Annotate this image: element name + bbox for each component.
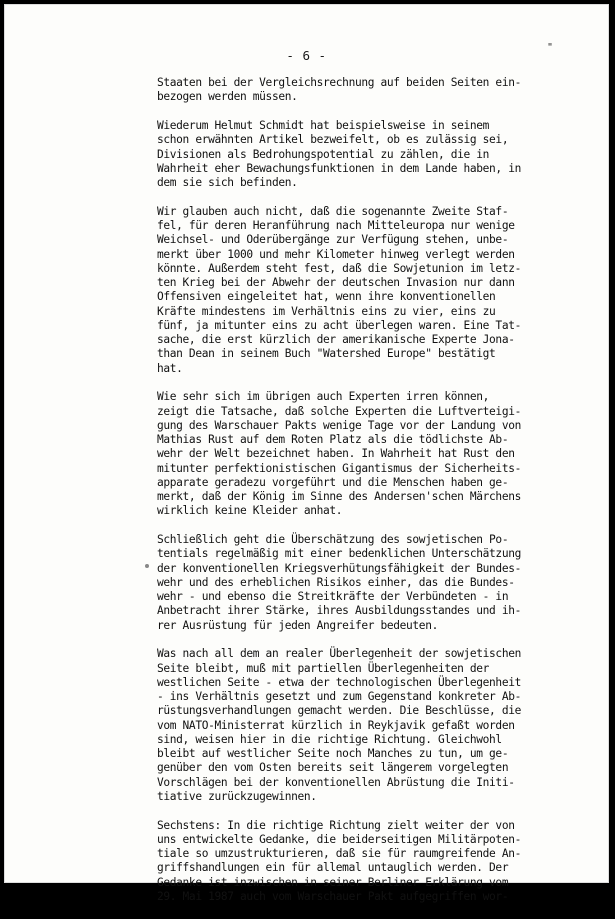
text-line: tiale so umzustrukturieren, daß sie für raumgreifende An- (157, 847, 521, 860)
text-line: Divisionen als Bedrohungspotential zu zählen, die in (157, 147, 490, 161)
corner-mark: " (547, 42, 554, 53)
text-line: fünf, ja mitunter eins zu acht überlegen waren. Eine Tat- (157, 318, 521, 332)
text-line: könnte. Außerdem steht fest, daß die Sowjetunion im letz- (157, 261, 521, 275)
paragraph (157, 76, 587, 105)
text-line: tentials regelmäßig mit einer bedenklichen Unterschätzung (157, 547, 521, 561)
text-line: Vorschlägen bei der konventionellen Abrüstung die Initi- (157, 775, 515, 789)
text-line: griffshandlungen ein für allemal untauglich werden. Der (157, 861, 509, 875)
text-line: sind, weisen hier in die richtige Richtung. Gleichwohl (157, 732, 502, 746)
text-line: ten Krieg bei der Abwehr der deutschen Invasion nur dann (157, 276, 515, 289)
text-line: Sechstens: In die richtige Richtung zielt weiter der von (157, 818, 515, 832)
text-line: Wiederum Helmut Schmidt hat beispielsweise in seinem (157, 119, 490, 132)
text-line: bezogen werden müssen. (157, 90, 298, 104)
text-line: vom NATO-Ministerrat kürzlich in Reykjavik gefaßt worden (157, 718, 515, 732)
text-line: Kräfte mindestens im Verhältnis eins zu vier, eins zu (157, 304, 496, 318)
text-line: Offensiven eingeleitet hat, wenn ihre konventionellen (157, 290, 496, 304)
text-line: schon erwähnten Artikel bezweifelt, ob es zulässig sei, (157, 133, 509, 147)
text-line: Wahrheit eher Bewachungsfunktionen in dem Lande haben, in (157, 161, 521, 175)
text-line: Wie sehr sich im übrigen auch Experten irren können, (157, 390, 490, 404)
text-line: fel, für deren Heranführung nach Mitteleuropa nur wenige (157, 219, 515, 232)
text-line: - ins Verhältnis gesetzt und zum Gegenstand konkreter Ab- (157, 690, 521, 703)
text-line: rüstungsverhandlungen gemacht werden. Die Beschlüsse, die (157, 704, 521, 718)
text-line: zeigt die Tatsache, daß solche Experten die Luftverteigi- (157, 404, 521, 418)
paragraph (157, 819, 587, 905)
margin-dot (145, 564, 149, 568)
text-line: than Dean in seinem Buch "Watershed Europe" bestätigt (157, 347, 496, 361)
paragraph (157, 533, 587, 633)
text-line: rer Ausrüstung für jeden Angreifer bedeuten. (157, 618, 438, 632)
text-line: apparate geradezu vorgeführt und die Menschen haben ge- (157, 475, 509, 489)
text-line: Mathias Rust auf dem Roten Platz als die tödlichste Ab- (157, 433, 509, 446)
text-line: mitunter perfektionistischen Gigantismus der Sicherheits- (157, 461, 521, 475)
text-line: merkt, daß der König im Sinne des Andersen'schen Märchens (157, 490, 521, 503)
text-line: bleibt auf westlicher Seite noch Manches zu tun, um ge- (157, 747, 509, 760)
text-line: Wir glauben auch nicht, daß die sogenannte Zweite Staf- (157, 204, 509, 218)
text-line: westlichen Seite - etwa der technologischen Überlegenheit (157, 675, 521, 689)
paragraph (157, 205, 587, 376)
text-line: dem sie sich befinden. (157, 176, 298, 189)
paragraph (157, 647, 587, 804)
text-line: Weichsel- und Oderübergänge zur Verfügung stehen, unbe- (157, 233, 509, 247)
text-line: tiative zurückzugewinnen. (157, 789, 317, 803)
text-line: uns entwickelte Gedanke, die beiderseitigen Militärpoten- (157, 832, 521, 846)
text-line: genüber den vom Osten bereits seit längerem vorgelegten (157, 761, 509, 775)
text-line: der konventionellen Kriegsverhütungsfähigkeit der Bundes- (157, 561, 521, 575)
text-line: sache, die erst kürzlich der amerikanische Experte Jona- (157, 333, 515, 346)
text-line: Staaten bei der Vergleichsrechnung auf beiden Seiten ein- (157, 76, 521, 89)
page-number: - 6 - (286, 48, 327, 63)
text-line: merkt über 1000 und mehr Kilometer hinweg verlegt werden (157, 247, 515, 261)
text-line: Anbetracht ihrer Stärke, ihres Ausbildungsstandes und ih- (157, 604, 521, 618)
text-line: wehr und des erheblichen Risikos einher, das die Bundes- (157, 575, 515, 589)
text-line: wehr der Welt bezeichnet haben. In Wahrheit hat Rust den (157, 447, 515, 461)
document-body (157, 76, 587, 919)
text-line: Seite bleibt, muß mit partiellen Überlegenheiten der (157, 661, 490, 675)
text-line: Was nach all dem an realer Überlegenheit der sowjetischen (157, 647, 521, 661)
text-line: gung des Warschauer Pakts wenige Tage vor der Landung von (157, 418, 521, 432)
text-line: wirklich keine Kleider anhat. (157, 504, 343, 518)
text-line: 29. Mai 1987 auch vom Warschauer Pakt aufgegriffen wor- (157, 889, 509, 903)
text-line: wehr - und ebenso die Streitkräfte der Verbündeten - in (157, 590, 509, 603)
document-page (4, 4, 609, 903)
text-line: hat. (157, 361, 183, 375)
text-line: Schließlich geht die Überschätzung des sowjetischen Po- (157, 533, 509, 546)
text-line: Gedanke ist inzwischen in seiner Berliner Erklärung vom (157, 875, 509, 889)
paragraph (157, 119, 587, 190)
paragraph (157, 390, 587, 518)
